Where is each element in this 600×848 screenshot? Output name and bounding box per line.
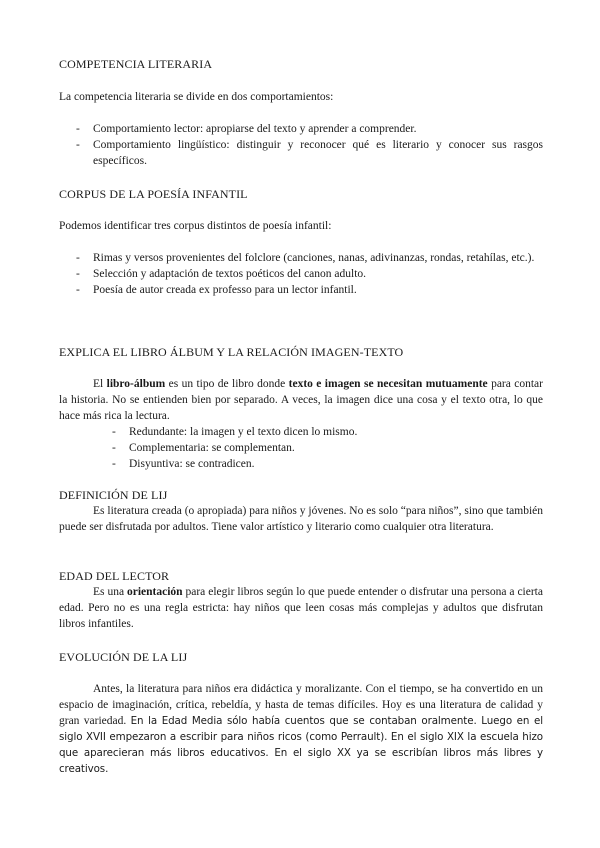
list-item-text: Rimas y versos provenientes del folclore (canciones, nanas, adivinanzas, rondas, retahílas, etc.). (93, 252, 535, 264)
list-item (76, 266, 543, 282)
dash-bullet: - (76, 268, 80, 280)
text-run: Es una (93, 586, 127, 598)
dash-bullet: - (76, 284, 80, 296)
list-item (112, 424, 543, 440)
paragraph-evolucion-lij (59, 681, 543, 777)
dash-bullet: - (112, 458, 116, 470)
list-item (112, 456, 543, 472)
heading-edad-lector: EDAD DEL LECTOR (59, 569, 170, 583)
heading-corpus-poesia: CORPUS DE LA POESÍA INFANTIL (59, 187, 248, 201)
heading-definicion-lij: DEFINICIÓN DE LIJ (59, 488, 168, 502)
intro-competencia: La competencia literaria se divide en dos comportamientos: (59, 91, 334, 103)
text-run: para contar la historia. No se entienden bien por separado. A veces, la imagen dice una cosa y el texto otra, lo que hace más rica la lectura. (59, 378, 543, 422)
text-run-sans: En la Edad Media sólo había cuentos que se contaban oralmente. Luego en el siglo XVII empezaron a escribir para niños ricos (como Perrault). En el siglo XIX la escuela hizo que aparecieran más libros educativos. En el siglo XX ya se escribían libros más libres y creativos. (59, 715, 543, 775)
list-item-text: Poesía de autor creada ex professo para un lector infantil. (93, 284, 357, 296)
list-item (76, 250, 543, 266)
intro-corpus: Podemos identificar tres corpus distintos de poesía infantil: (59, 220, 332, 232)
list-item (112, 440, 543, 456)
list-relacion (112, 424, 543, 472)
list-item (76, 137, 543, 169)
paragraph-definicion-lij: Es literatura creada (o apropiada) para niños y jóvenes. No es solo “para niños”, sino que también puede ser disfrutada por adultos. Tiene valor artístico y literario como cualquier otra literatura. (59, 505, 543, 533)
list-corpus (76, 250, 543, 298)
list-item-text: Complementaria: se complementan. (129, 442, 295, 454)
list-item-text: Disyuntiva: se contradicen. (129, 458, 255, 470)
heading-evolucion-lij: EVOLUCIÓN DE LA LIJ (59, 650, 188, 664)
text-run: Antes, la literatura para niños era didáctica y moralizante. Con el tiempo, se ha convertido en un espacio de imaginación, crítica, rebeldía, y hasta de temas difíciles. Hoy es una literatura de calidad y gran variedad. (59, 683, 543, 727)
dash-bullet: - (76, 139, 80, 151)
heading-competencia-literaria: COMPETENCIA LITERARIA (59, 57, 213, 71)
list-item-text: Comportamiento lector: apropiarse del texto y aprender a comprender. (93, 123, 417, 135)
paragraph-libro-album (59, 376, 543, 424)
text-run: es un tipo de libro donde (165, 378, 289, 390)
bold-term: texto e imagen se necesitan mutuamente (288, 378, 488, 390)
bold-term: libro-álbum (106, 378, 166, 390)
dash-bullet: - (76, 252, 80, 264)
list-item-text: Selección y adaptación de textos poéticos del canon adulto. (93, 268, 367, 280)
heading-libro-album: EXPLICA EL LIBRO ÁLBUM Y LA RELACIÓN IMAGEN-TEXTO (59, 345, 404, 359)
list-item (76, 121, 543, 137)
dash-bullet: - (112, 442, 116, 454)
paragraph-edad-lector (59, 584, 543, 632)
text-run: El (93, 378, 107, 390)
list-item (76, 282, 543, 298)
dash-bullet: - (76, 123, 80, 135)
text-run: para elegir libros según lo que puede entender o disfrutar una persona a cierta edad. Pero no es una regla estricta: hay niños que leen cosas más complejas y adultos que disfrutan libros infantiles. (59, 586, 543, 630)
list-item-text: Comportamiento lingüístico: distinguir y reconocer qué es literario y conocer sus rasgos específicos. (93, 139, 543, 167)
dash-bullet: - (112, 426, 116, 438)
list-item-text: Redundante: la imagen y el texto dicen lo mismo. (129, 426, 358, 438)
list-competencia (76, 121, 543, 169)
bold-term: orientación (126, 586, 183, 598)
